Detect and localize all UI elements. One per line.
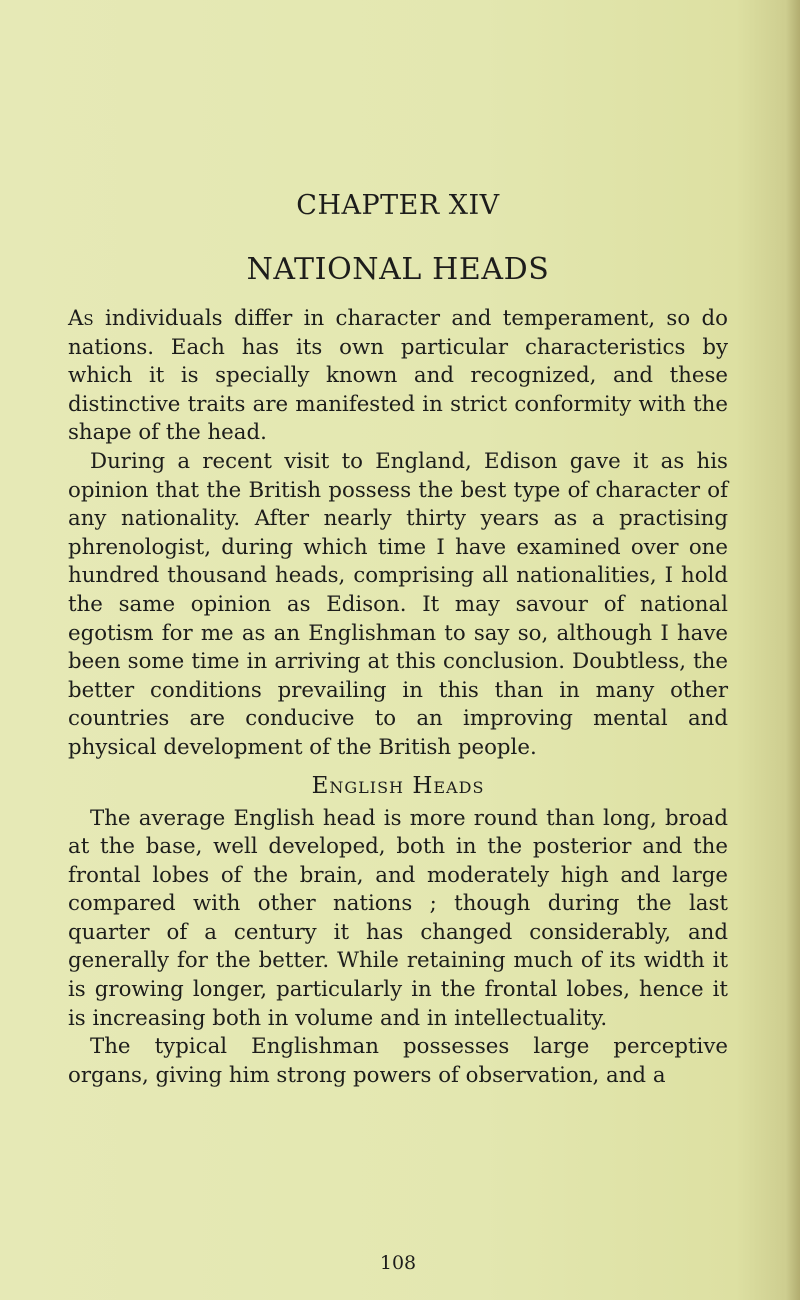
paragraph-1-first-word: As (68, 306, 94, 331)
body-text (68, 305, 728, 1090)
chapter-title: NATIONAL HEADS (246, 252, 550, 287)
paragraph-3: The average English head is more round than long, broad at the base, well developed, both in the posterior and the frontal lobes of the brain, and moderately high and large compared with other nations ; though during the last quarter of a century it has changed considerably, and generally for the better. While retaining much of its width it is growing longer, particularly in the frontal lobes, hence it is increasing both in volume and in intellectuality. (68, 805, 728, 1031)
section-heading: English Heads (311, 772, 485, 799)
page-number: 108 (379, 1252, 417, 1274)
paragraph-4: The typical Englishman possesses large perceptive organs, giving him strong powers of observation, and a (68, 1034, 728, 1088)
chapter-label: CHAPTER XIV (296, 190, 500, 221)
paragraph-1 (68, 305, 728, 448)
paragraph-1-text: individuals differ in character and temperament, so do nations. Each has its own particular characteristics by which it is specially known and recognized, and these distinctive traits are manifested in strict conformity with the shape of the head. (68, 306, 728, 446)
paragraph-2: During a recent visit to England, Edison gave it as his opinion that the British possess the best type of character of any nationality. After nearly thirty years as a practising phrenologist, during which time I have examined over one hundred thousand heads, comprising all nationalities, I hold the same opinion as Edison. It may savour of national egotism for me as an Englishman to say so, although I have been some time in arriving at this conclusion. Doubtless, the better conditions prevailing in this than in many other countries are conducive to an improving mental and physical development of the British people. (68, 448, 728, 760)
page-edge-shadow (786, 0, 800, 1300)
